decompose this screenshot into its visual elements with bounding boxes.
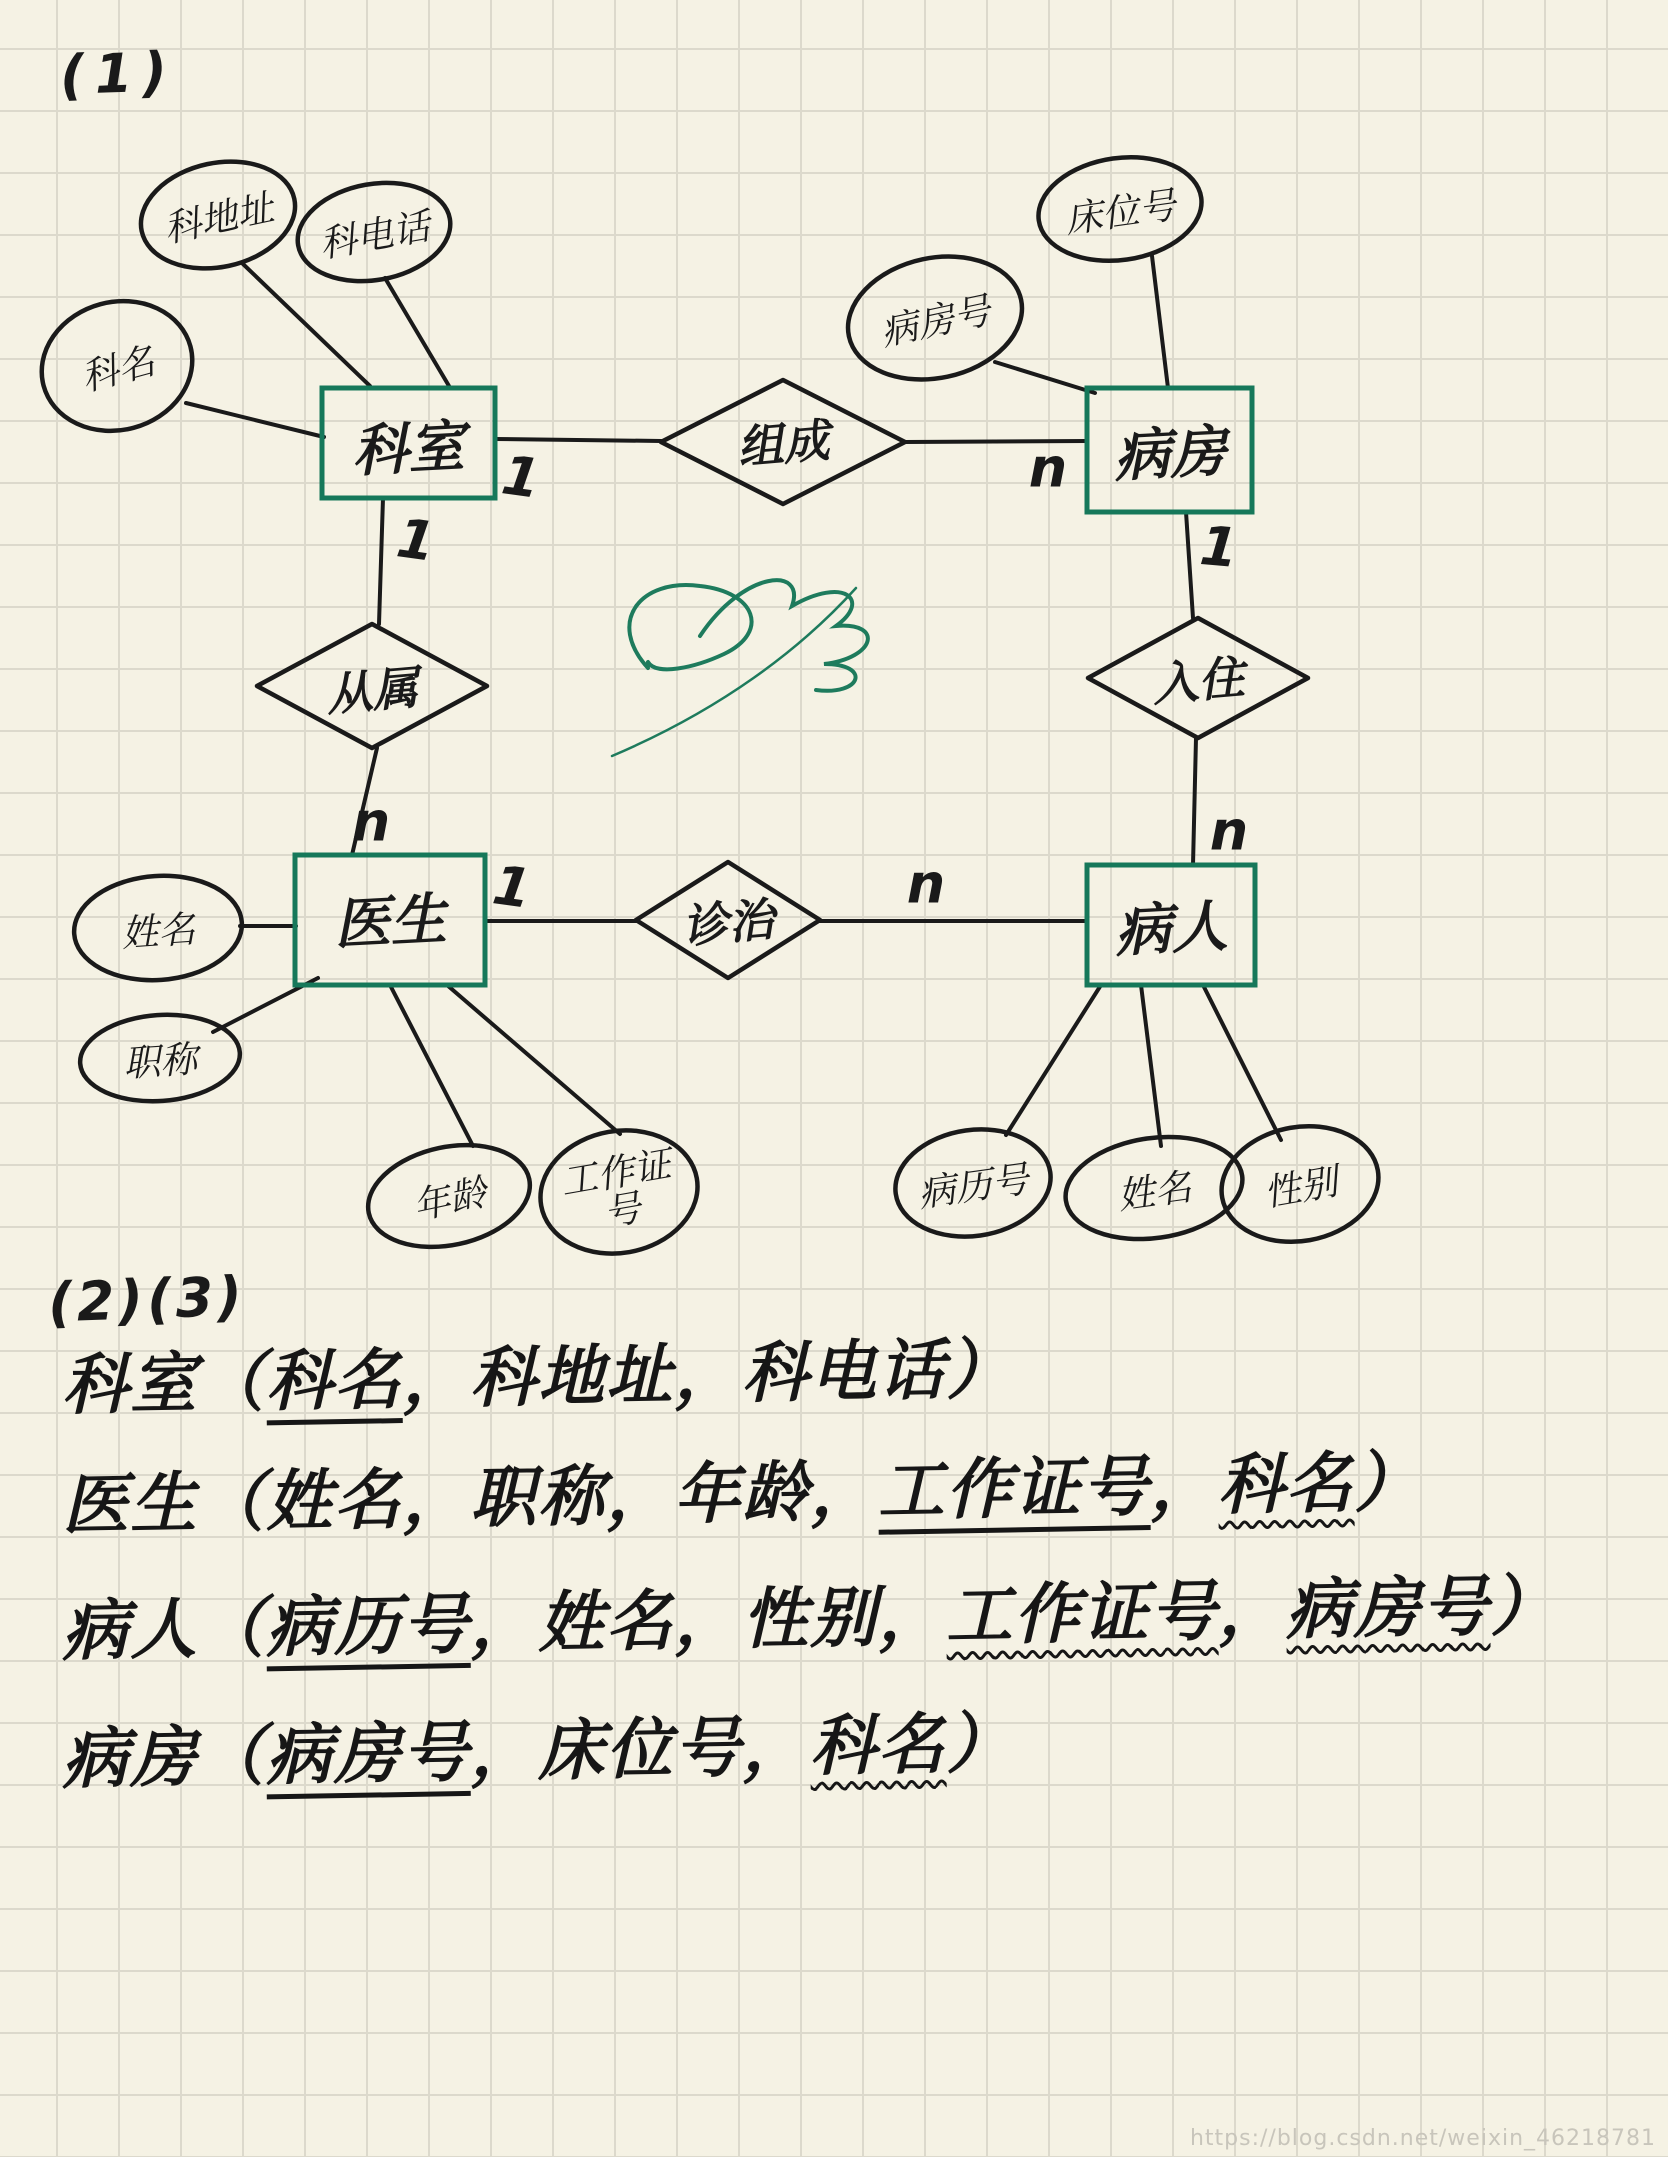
schema-line-bingfang [61, 1689, 1015, 1801]
relationship-label-zucheng: 组成 [735, 413, 832, 475]
schema-segment-fk: 病房号 [1285, 1568, 1491, 1649]
cardinality-zhenzhi-bingren: n [906, 852, 946, 916]
cardinality-zucheng-bingfang: n [1028, 436, 1068, 500]
schema-segment-fk: 工作证号 [945, 1572, 1219, 1655]
edge-bingfang-ruzhu [1186, 512, 1193, 618]
attribute-label-nianling: 年龄 [409, 1170, 491, 1229]
edge-bingfanghao-bingfang [995, 362, 1095, 393]
csdn-watermark: https://blog.csdn.net/weixin_46218781 [1189, 2126, 1656, 2151]
signature-scribble [612, 580, 868, 756]
entity-label-keshi: 科室 [350, 414, 466, 485]
relationship-label-ruzhu: 入住 [1150, 650, 1247, 712]
schema-segment-pk: 病房号 [265, 1713, 471, 1795]
schema-segment-plain: 病房（ [61, 1717, 267, 1798]
edge-bingren-xingming [1141, 985, 1161, 1146]
cardinality-congshu-yisheng: n [351, 790, 391, 854]
schema-segment-pk: 病历号 [265, 1585, 471, 1667]
edge-ruzhu-bingren [1193, 738, 1196, 865]
schema-segment-plain: ，床位号， [469, 1707, 811, 1791]
cardinality-yisheng-zhenzhi: 1 [489, 853, 535, 921]
attribute-label-kedianhua: 科电话 [316, 204, 433, 267]
schema-segment-fk: 科名 [809, 1705, 947, 1785]
schema-segment-pk: 工作证号 [877, 1448, 1151, 1530]
edge-keming-keshi [186, 403, 324, 437]
schema-segment-plain: 病人（ [61, 1589, 267, 1670]
schema-segment-plain: ） [1353, 1443, 1423, 1522]
cardinality-bingfang-ruzhu: 1 [1197, 513, 1241, 581]
entity-label-bingfang: 病房 [1112, 419, 1228, 490]
edge-keshi-congshu [379, 498, 383, 624]
attribute-label-xingming-bingren: 姓名 [1114, 1165, 1195, 1218]
schema-segment-plain: 医生（姓名，职称，年龄， [61, 1452, 879, 1544]
schema-segment-plain: 科室（ [61, 1343, 267, 1424]
schema-segment-pk: 科名 [265, 1341, 403, 1421]
attribute-label-gongzuozhenghao: 工作证号 [557, 1142, 675, 1235]
attribute-label-keming: 科名 [76, 339, 160, 400]
relationship-label-zhenzhi: 诊治 [680, 892, 777, 954]
schema-line-keshi [61, 1315, 1015, 1427]
attribute-label-kedizhi: 科地址 [159, 185, 278, 251]
edge-kedianhua-keshi [385, 278, 449, 386]
attribute-label-binglihao: 病历号 [915, 1157, 1032, 1216]
cardinality-keshi-congshu: 1 [393, 506, 439, 574]
schema-segment-plain: ， [1149, 1446, 1219, 1526]
edge-keshi-zucheng [495, 439, 661, 441]
section-1-heading: (1) [58, 39, 179, 108]
schema-segment-plain: ，姓名，性别， [469, 1577, 947, 1663]
cardinality-ruzhu-bingren: n [1209, 799, 1249, 863]
cardinality-keshi-zucheng: 1 [498, 443, 544, 511]
attribute-label-bingfanghao: 病房号 [876, 288, 995, 354]
schema-segment-plain: ） [945, 1704, 1015, 1783]
edge-bingren-binglihao [1006, 985, 1101, 1135]
entity-label-yisheng: 医生 [332, 887, 448, 958]
section-23-heading: (2)(3) [46, 1264, 247, 1335]
schema-segment-plain: ，科地址，科电话） [401, 1330, 1015, 1419]
edge-bingren-xingbie [1203, 985, 1281, 1140]
edge-yisheng-gongzuozhenghao [447, 985, 620, 1134]
schema-segment-fk: 科名 [1217, 1444, 1355, 1524]
attribute-label-chuangweihao: 床位号 [1062, 183, 1179, 242]
schema-segment-plain: ） [1489, 1566, 1559, 1646]
entity-label-bingren: 病人 [1113, 894, 1229, 965]
attribute-label-xingbie: 性别 [1260, 1159, 1341, 1216]
schema-segment-plain: ， [1217, 1571, 1287, 1650]
relationship-label-congshu: 从属 [324, 660, 421, 722]
edge-chuangweihao-bingfang [1152, 256, 1168, 388]
attribute-label-zhicheng: 职称 [121, 1037, 199, 1086]
attribute-label-xingming-yisheng: 姓名 [119, 907, 197, 956]
edge-yisheng-nianling [390, 985, 473, 1146]
